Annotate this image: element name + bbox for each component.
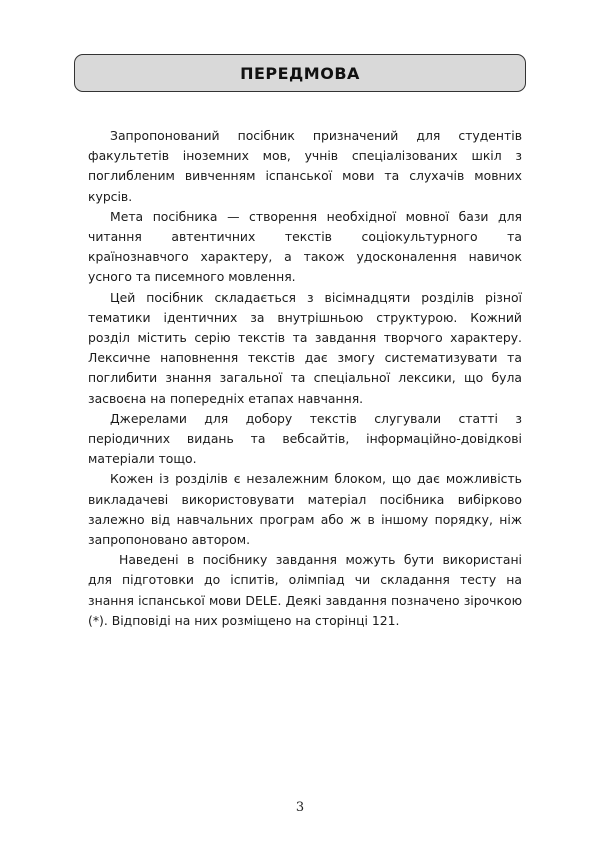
paragraph-goal: Мета посібника — створення необхідної мовної бази для читання автентичних текстів соціокультурного та країнознавчого характеру, а також удосконалення навичок усного та писемного мовлення. — [88, 208, 522, 285]
paragraph-purpose: Запропонований посібник призначений для студентів факультетів іноземних мов, учнів спеціалізованих шкіл з поглибленим вивченням іспанської мови та слухачів мовних курсів. — [88, 128, 522, 204]
paragraph-exercises: Наведені в посібнику завдання можуть бути використані для підготовки до іспитів, олімпіад чи складання тесту на знання іспанської мови DELE. Деякі завдання позначено зірочкою (*). Відповіді на них розміщено на сторінці 121. — [88, 552, 522, 628]
page-number: 3 — [295, 800, 305, 815]
paragraph-structure: Цей посібник складається з вісімнадцяти розділів різної тематики ідентичних за внутрішньою структурою. Кожний розділ містить серію текстів та завдання творчого характеру. Лексичне наповнення текстів дає змогу систематизувати та поглибити знання загальної та спеціальної лексики, що була засвоєна на попередніх етапах навчання. — [88, 289, 522, 406]
paragraph-sources: Джерелами для добору текстів слугували статті з періодичних видань та вебсайтів, інформаційно-довідкові матеріали тощо. — [88, 410, 522, 467]
title-banner — [74, 54, 526, 92]
paragraph-usage: Кожен із розділів є незалежним блоком, що дає можливість викладачеві використовувати матеріал посібника вибірково залежно від навчальних програм або ж в іншому порядку, ніж запропоновано автором. — [88, 471, 522, 548]
page-title: ПЕРЕДМОВА — [240, 63, 360, 83]
preface-body — [88, 126, 522, 631]
